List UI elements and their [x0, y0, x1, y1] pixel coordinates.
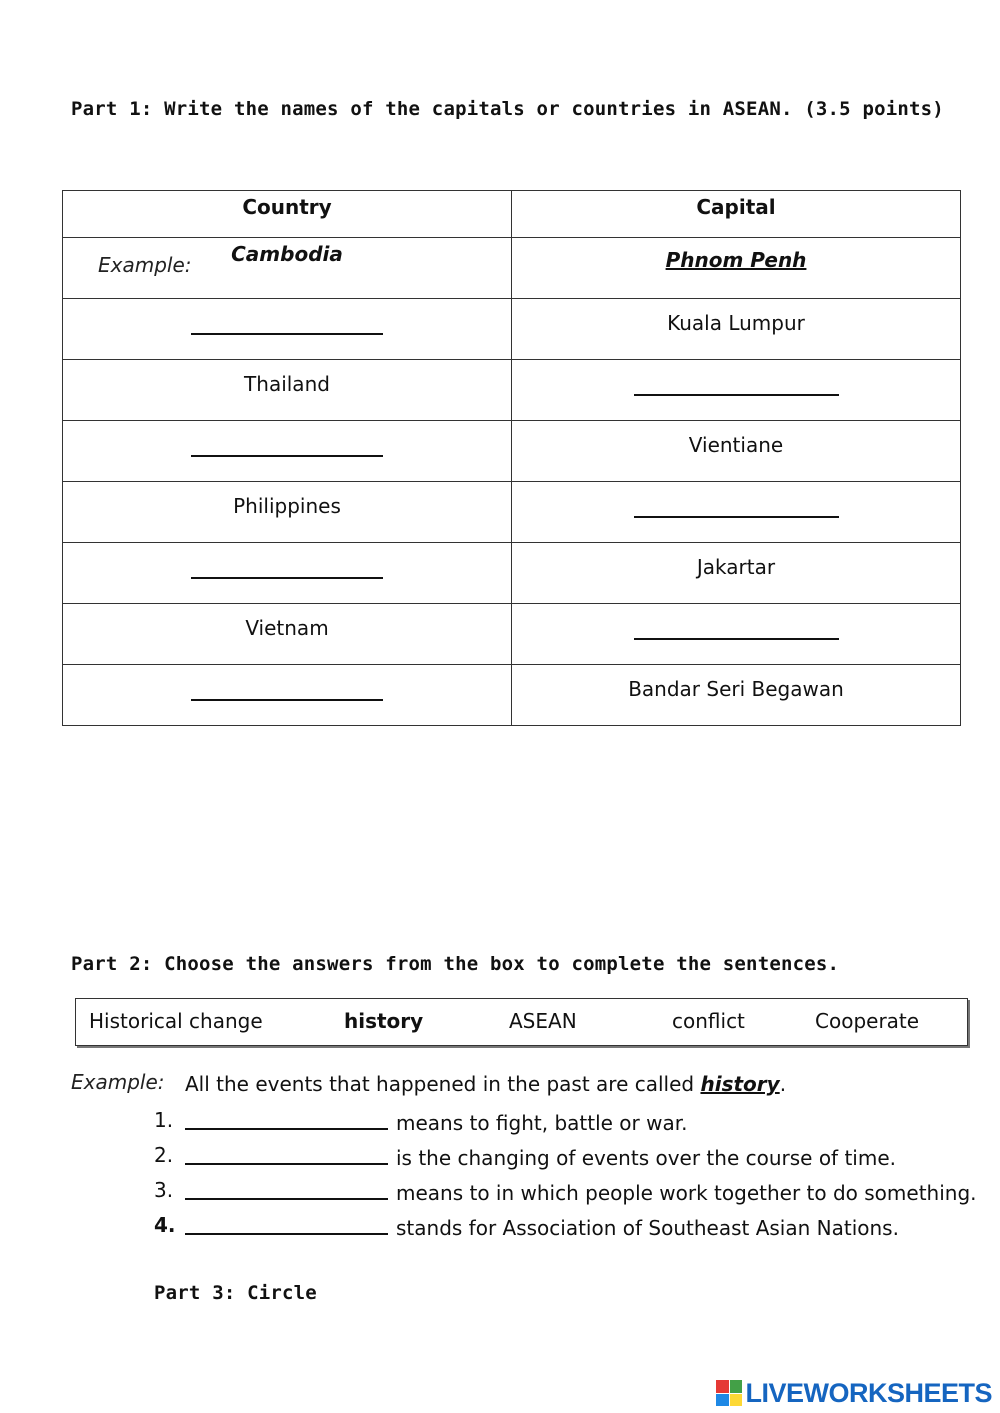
- capital-answer-blank[interactable]: [634, 494, 839, 518]
- sentence-item: [185, 1143, 896, 1170]
- example-capital: Phnom Penh: [665, 248, 807, 272]
- word-box: [75, 998, 968, 1046]
- sentence-text: is the changing of events over the course of time.: [396, 1146, 896, 1170]
- capital-cell: Jakartar: [512, 543, 961, 604]
- header-capital: Capital: [512, 191, 961, 238]
- word-option: history: [344, 1009, 424, 1033]
- sentence-answer-blank[interactable]: [185, 1178, 388, 1200]
- country-cell: Philippines: [63, 482, 512, 543]
- part1-heading: Part 1: Write the names of the capitals or countries in ASEAN. (3.5 points): [71, 98, 944, 120]
- country-answer-blank[interactable]: [191, 677, 383, 701]
- table-row: [63, 360, 961, 421]
- country-cell: Thailand: [63, 360, 512, 421]
- header-country: Country: [63, 191, 512, 238]
- example-label: Example:: [71, 1070, 165, 1094]
- country-answer-blank[interactable]: [191, 433, 383, 457]
- sentence-number: 3.: [154, 1178, 174, 1202]
- brand-name: LIVEWORKSHEETS: [745, 1377, 992, 1408]
- table-row: [63, 421, 961, 482]
- word-option: ASEAN: [509, 1009, 577, 1033]
- sentence-text: means to in which people work together to do something.: [396, 1181, 977, 1205]
- sentence-answer-blank[interactable]: [185, 1143, 388, 1165]
- table-row: [63, 482, 961, 543]
- sentence-text: means to fight, battle or war.: [396, 1111, 688, 1135]
- table-row: [63, 543, 961, 604]
- sentence-number: 4.: [154, 1213, 176, 1237]
- word-option: Cooperate: [815, 1009, 920, 1033]
- sentence-item: [185, 1178, 977, 1205]
- sentence-item: [185, 1213, 899, 1240]
- table-row: [63, 604, 961, 665]
- capital-cell: Kuala Lumpur: [512, 299, 961, 360]
- liveworksheets-brand: [716, 1378, 992, 1408]
- example-end: .: [779, 1072, 787, 1096]
- example-label: Example:: [98, 253, 192, 277]
- capital-answer-blank[interactable]: [634, 616, 839, 640]
- example-sentence: [185, 1072, 786, 1096]
- example-answer: history: [700, 1072, 780, 1096]
- sentence-text: stands for Association of Southeast Asian Nations.: [396, 1216, 899, 1240]
- liveworksheets-logo-icon: [716, 1380, 742, 1406]
- sentence-number: 2.: [154, 1143, 174, 1167]
- country-answer-blank[interactable]: [191, 311, 383, 335]
- word-option: conflict: [672, 1009, 745, 1033]
- country-answer-blank[interactable]: [191, 555, 383, 579]
- sentence-number: 1.: [154, 1108, 174, 1132]
- word-option: Historical change: [89, 1009, 263, 1033]
- example-country: Cambodia: [231, 242, 343, 266]
- sentence-answer-blank[interactable]: [185, 1213, 388, 1235]
- country-cell: Vietnam: [63, 604, 512, 665]
- capital-answer-blank[interactable]: [634, 372, 839, 396]
- capital-cell: Bandar Seri Begawan: [512, 665, 961, 726]
- example-text: All the events that happened in the past are called: [185, 1072, 695, 1096]
- example-row: [63, 238, 961, 299]
- sentence-answer-blank[interactable]: [185, 1108, 388, 1130]
- asean-capitals-table: [62, 190, 961, 726]
- part3-heading: Part 3: Circle: [154, 1282, 317, 1304]
- table-row: [63, 299, 961, 360]
- capital-cell: Vientiane: [512, 421, 961, 482]
- sentence-item: [185, 1108, 687, 1135]
- table-row: [63, 665, 961, 726]
- part2-heading: Part 2: Choose the answers from the box to complete the sentences.: [71, 953, 840, 975]
